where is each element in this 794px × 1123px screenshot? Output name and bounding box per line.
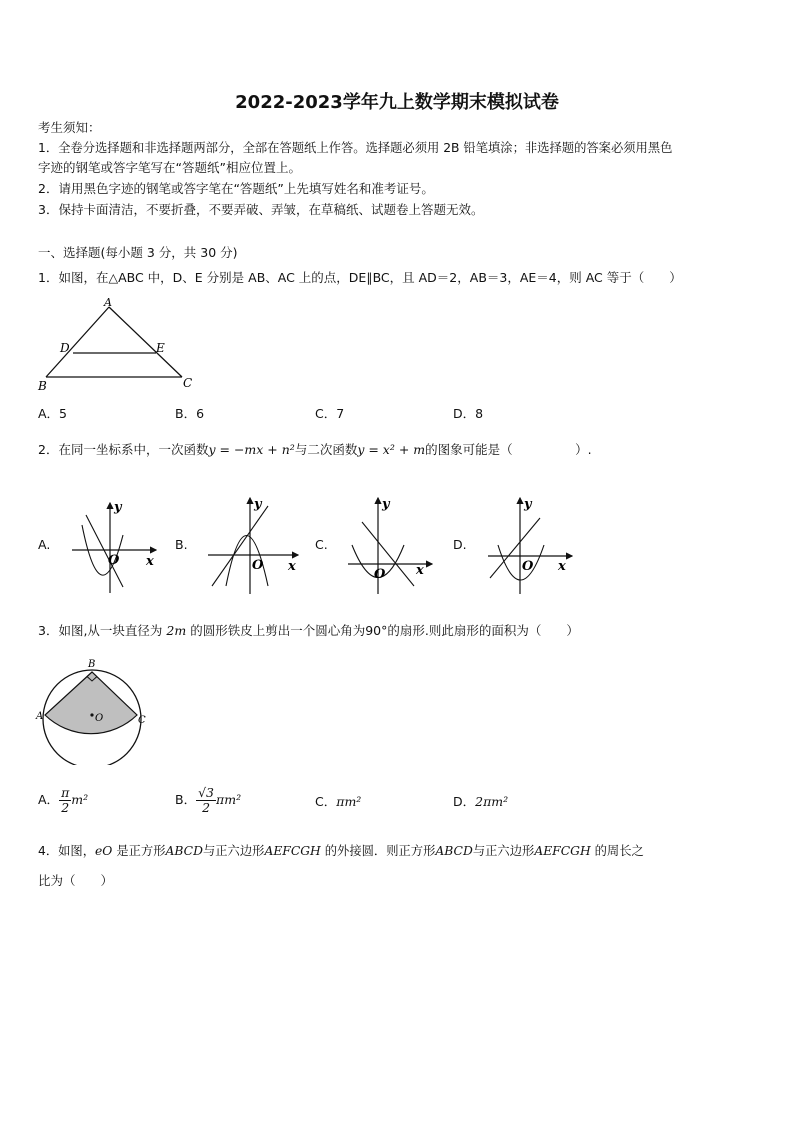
question-4-text-cont: 比为（ ）: [38, 873, 114, 888]
q1-option-d: D．8: [453, 406, 484, 421]
graph-a-x-label: x: [146, 554, 154, 569]
graph-b-origin: O: [252, 558, 264, 573]
question-4-text: 4．如图，eO 是正方形ABCD与正六边形AEFCGH 的外接圆．则正方形ABCD与正六边形AEFCGH 的周长之: [38, 844, 644, 858]
question-2-text: 2．在同一坐标系中，一次函数y = −mx + n²与二次函数y = x² + m的图象可能是（ ）.: [38, 442, 592, 457]
page-title: 2022-2023学年九上数学期末模拟试卷: [235, 92, 559, 113]
q2-option-c: C.: [315, 537, 328, 552]
notice-heading: 考生须知：: [38, 120, 101, 135]
question-1-text: 1．如图，在△ABC 中，D、E 分别是 AB、AC 上的点，DE∥BC，且 AD＝2，AB＝3，AE＝4，则 AC 等于（ ）: [38, 270, 682, 285]
q2-option-a: A.: [38, 537, 51, 552]
graph-b-y-label: y: [254, 497, 262, 512]
graph-c: [344, 490, 444, 595]
q3-option-c: C．πm²: [315, 794, 362, 809]
graph-c-y-label: y: [382, 497, 390, 512]
notice-item-1: 1．全卷分选择题和非选择题两部分，全部在答题纸上作答。选择题必须用 2B 铅笔填涂；非选择题的答案必须用黑色: [38, 141, 673, 155]
graph-b: [204, 490, 304, 595]
triangle-figure: [36, 295, 201, 395]
label-E: E: [156, 341, 165, 355]
q1-option-a: A．5: [38, 406, 68, 421]
label-A: A: [104, 296, 112, 309]
label-B: B: [88, 659, 96, 670]
q3-option-b: B． $\frac{√3}{2}$ πm²: [175, 785, 242, 815]
q1-option-b: B．6: [175, 406, 205, 421]
sector-figure: [34, 655, 159, 765]
linear-function-expr: y = −mx + n²: [208, 442, 295, 457]
graph-a-origin: O: [108, 553, 120, 568]
graph-d: [484, 490, 579, 595]
label-O: O: [95, 713, 104, 724]
label-C: C: [138, 715, 146, 726]
notice-item-1-cont: 字迹的钢笔或答字笔写在“答题纸”相应位置上。: [38, 160, 301, 175]
label-A: A: [36, 711, 44, 722]
q1-option-c: C．7: [315, 406, 345, 421]
quadratic-function-expr: y = x² + m: [357, 442, 426, 457]
label-D: D: [60, 341, 70, 355]
graph-c-x-label: x: [416, 563, 424, 578]
q2-option-b: B.: [175, 537, 188, 552]
graph-d-y-label: y: [524, 497, 532, 512]
graph-c-origin: O: [374, 567, 386, 582]
diameter-expr: 2m: [166, 623, 187, 638]
graph-d-origin: O: [522, 559, 534, 574]
graph-d-x-label: x: [558, 559, 566, 574]
notice-item-3: 3．保持卡面清洁，不要折叠，不要弄破、弄皱，在草稿纸、试题卷上答题无效。: [38, 202, 484, 217]
question-3-text: 3．如图,从一块直径为 2m 的圆形铁皮上剪出一个圆心角为90°的扇形.则此扇形的面积为（ ）: [38, 623, 579, 638]
graph-b-x-label: x: [288, 559, 296, 574]
q3-option-d: D．2πm²: [453, 794, 509, 809]
section-heading: 一、选择题(每小题 3 分，共 30 分): [38, 245, 238, 260]
graph-a: [68, 495, 163, 595]
notice-item-2: 2．请用黑色字迹的钢笔或答字笔在“答题纸”上先填写姓名和准考证号。: [38, 181, 434, 196]
q3-option-a: A． $\frac{\pi}{2}$ m²: [38, 785, 89, 815]
label-B: B: [38, 379, 47, 393]
label-C: C: [183, 376, 193, 390]
graph-a-y-label: y: [114, 500, 122, 515]
q2-option-d: D.: [453, 537, 467, 552]
